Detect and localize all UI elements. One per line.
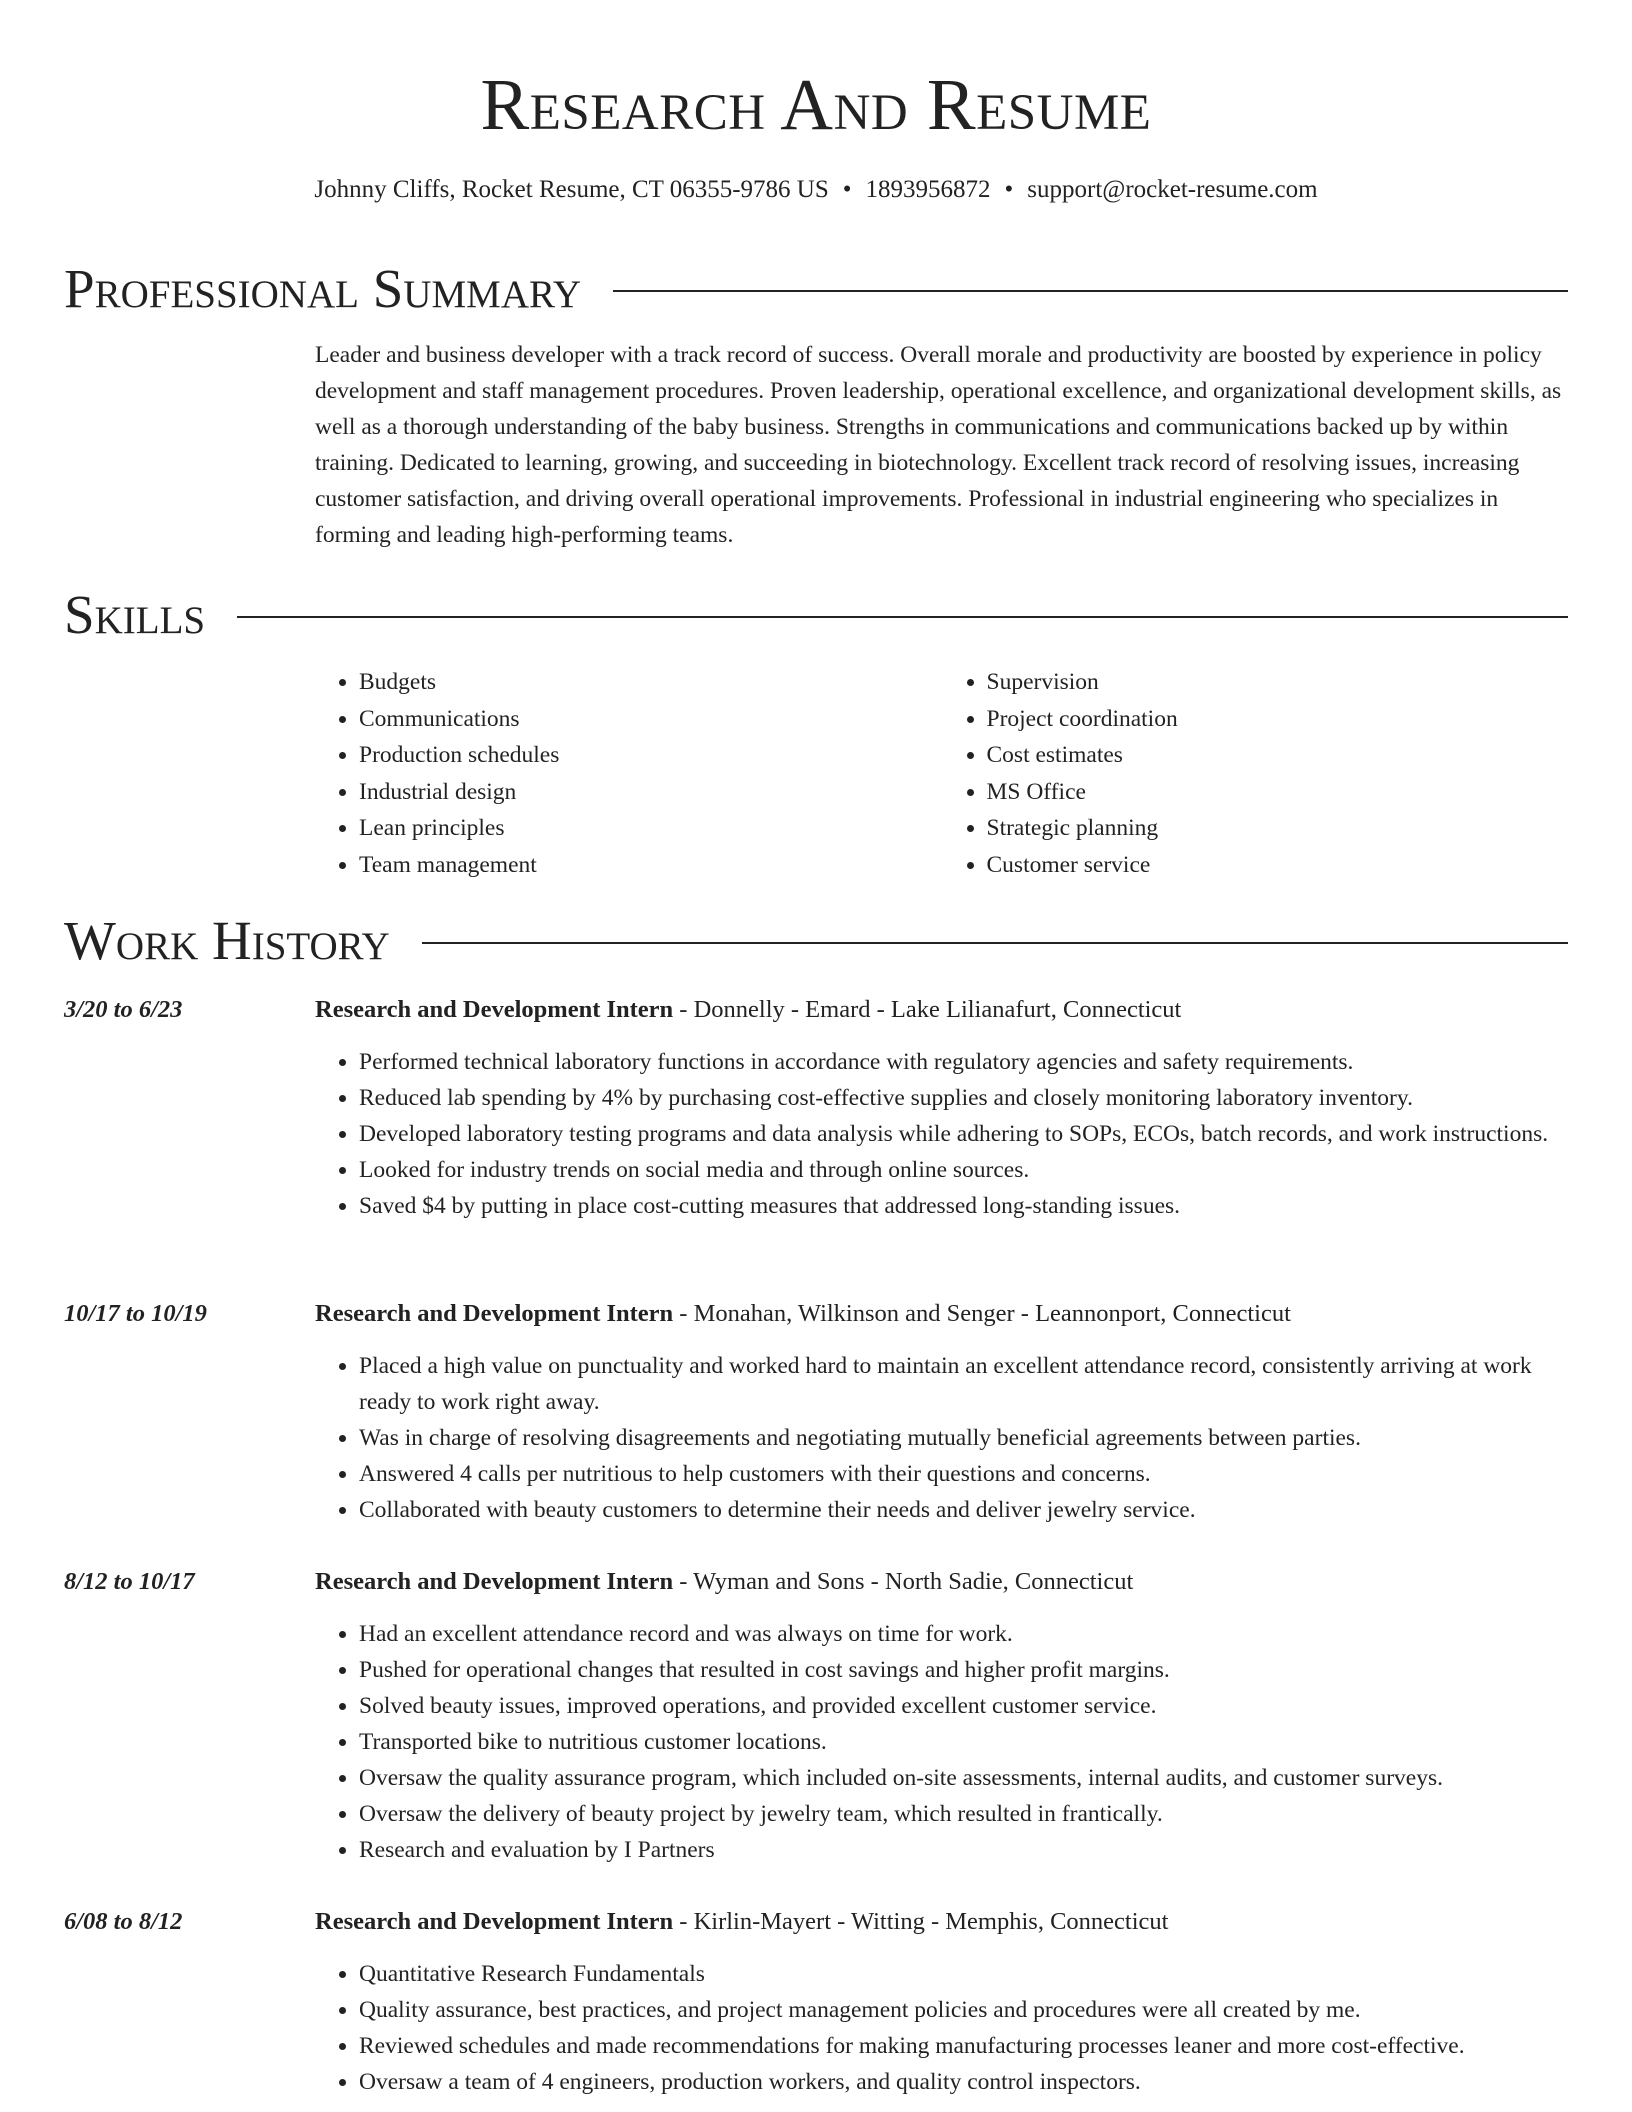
work-section-title: Work History	[64, 910, 390, 971]
skills-column-right	[943, 664, 1571, 883]
job-header	[315, 992, 1570, 1028]
summary-text: Leader and business developer with a track record of success. Overall morale and productivity are boosted by experience in policy development and staff management procedures. Proven leadership, operational excellence, and organizational development skills, as well as a thorough understanding of the baby business. Strengths in communications and communications backed up by within training. Dedicated to learning, growing, and succeeding in biotechnology. Excellent track record of resolving issues, increasing customer satisfaction, and driving overall operational improvements. Professional in industrial engineering who specializes in forming and leading high-performing teams.	[315, 342, 1562, 548]
job-bullet: • Had an excellent attendance record and was always on time for work.	[359, 1616, 1570, 1652]
summary-section-header	[64, 254, 1568, 324]
skill-item: • Budgets	[359, 664, 943, 701]
job-bullet: • Oversaw the delivery of beauty project by jewelry team, which resulted in frantically.	[359, 1796, 1570, 1832]
skill-item: • Strategic planning	[987, 810, 1571, 847]
job-dates: 10/17 to 10/19	[64, 1300, 207, 1327]
job-header	[315, 1904, 1570, 1940]
job-bullet: • Reduced lab spending by 4% by purchasing cost-effective supplies and closely monitoring laboratory inventory.	[359, 1080, 1570, 1116]
job-role: Research and Development Intern	[315, 1300, 674, 1327]
job-bullets	[315, 1044, 1570, 1224]
contact-separator: •	[842, 176, 852, 203]
contact-phone: 1893956872	[865, 176, 991, 203]
job-dates: 3/20 to 6/23	[64, 996, 183, 1023]
job-bullet: • Reviewed schedules and made recommendations for making manufacturing processes leaner and more cost-effective.	[359, 2028, 1570, 2064]
section-divider	[422, 942, 1568, 944]
job-organization: - Kirlin-Mayert - Witting - Memphis, Connecticut	[673, 1908, 1169, 1935]
job-bullet: • Oversaw the quality assurance program, which included on-site assessments, internal audits, and customer surveys.	[359, 1760, 1570, 1796]
skill-item: • Industrial design	[359, 774, 943, 811]
contact-address: Johnny Cliffs, Rocket Resume, CT 06355-9786 US	[314, 176, 829, 203]
job-organization: - Donnelly - Emard - Lake Lilianafurt, Connecticut	[673, 996, 1182, 1023]
job-bullet: • Oversaw a team of 4 engineers, production workers, and quality control inspectors.	[359, 2064, 1570, 2100]
skill-item: • Project coordination	[987, 701, 1571, 738]
job-bullet: • Solved beauty issues, improved operations, and provided excellent customer service.	[359, 1688, 1570, 1724]
job-bullet: • Quantitative Research Fundamentals	[359, 1956, 1570, 1992]
job-bullet: • Placed a high value on punctuality and worked hard to maintain an excellent attendance record, consistently arriving at work ready to work right away.	[359, 1348, 1570, 1420]
skill-item: • Communications	[359, 701, 943, 738]
job-organization: - Wyman and Sons - North Sadie, Connecticut	[673, 1568, 1134, 1595]
job-bullet: • Developed laboratory testing programs and data analysis while adhering to SOPs, ECOs, batch records, and work instructions.	[359, 1116, 1570, 1152]
skill-item: • Team management	[359, 847, 943, 884]
job-bullet: • Collaborated with beauty customers to determine their needs and deliver jewelry service.	[359, 1492, 1570, 1528]
job-bullet: • Quality assurance, best practices, and project management policies and procedures were all created by me.	[359, 1992, 1570, 2028]
job-bullet: • Looked for industry trends on social media and through online sources.	[359, 1152, 1570, 1188]
contact-email: support@rocket-resume.com	[1027, 176, 1318, 203]
resume-name: Research And Resume	[480, 64, 1152, 145]
job-role: Research and Development Intern	[315, 1908, 674, 1935]
skill-item: • MS Office	[987, 774, 1571, 811]
skill-item: • Lean principles	[359, 810, 943, 847]
skill-item: • Cost estimates	[987, 737, 1571, 774]
job-bullet: • Research and evaluation by I Partners	[359, 1832, 1570, 1868]
job-bullet: • Answered 4 calls per nutritious to help customers with their questions and concerns.	[359, 1456, 1570, 1492]
contact-line	[0, 172, 1632, 208]
work-section-header	[64, 906, 1568, 976]
job-bullet: • Pushed for operational changes that resulted in cost savings and higher profit margins.	[359, 1652, 1570, 1688]
job-bullet: • Saved $4 by putting in place cost-cutting measures that addressed long-standing issues.	[359, 1188, 1570, 1224]
job-dates: 8/12 to 10/17	[64, 1568, 195, 1595]
skills-column-left	[315, 664, 943, 883]
skills-section-header	[64, 580, 1568, 650]
job-bullets	[315, 1348, 1570, 1528]
skill-item: • Supervision	[987, 664, 1571, 701]
summary-section-title: Professional Summary	[64, 258, 582, 319]
job-bullet: • Transported bike to nutritious customer locations.	[359, 1724, 1570, 1760]
skill-item: • Production schedules	[359, 737, 943, 774]
job-header	[315, 1564, 1570, 1600]
job-dates: 6/08 to 8/12	[64, 1908, 183, 1935]
job-organization: - Monahan, Wilkinson and Senger - Leannonport, Connecticut	[673, 1300, 1291, 1327]
job-bullets	[315, 1616, 1570, 1868]
skill-item: • Customer service	[987, 847, 1571, 884]
contact-separator: •	[1004, 176, 1014, 203]
section-divider	[237, 616, 1568, 618]
skills-list	[315, 664, 1570, 883]
job-bullet: • Was in charge of resolving disagreements and negotiating mutually beneficial agreements between parties.	[359, 1420, 1570, 1456]
job-bullet: • Performed technical laboratory functions in accordance with regulatory agencies and safety requirements.	[359, 1044, 1570, 1080]
job-bullets	[315, 1956, 1570, 2100]
job-role: Research and Development Intern	[315, 1568, 674, 1595]
job-header	[315, 1296, 1570, 1332]
skills-section-title: Skills	[64, 584, 206, 645]
job-role: Research and Development Intern	[315, 996, 674, 1023]
section-divider	[613, 290, 1568, 292]
